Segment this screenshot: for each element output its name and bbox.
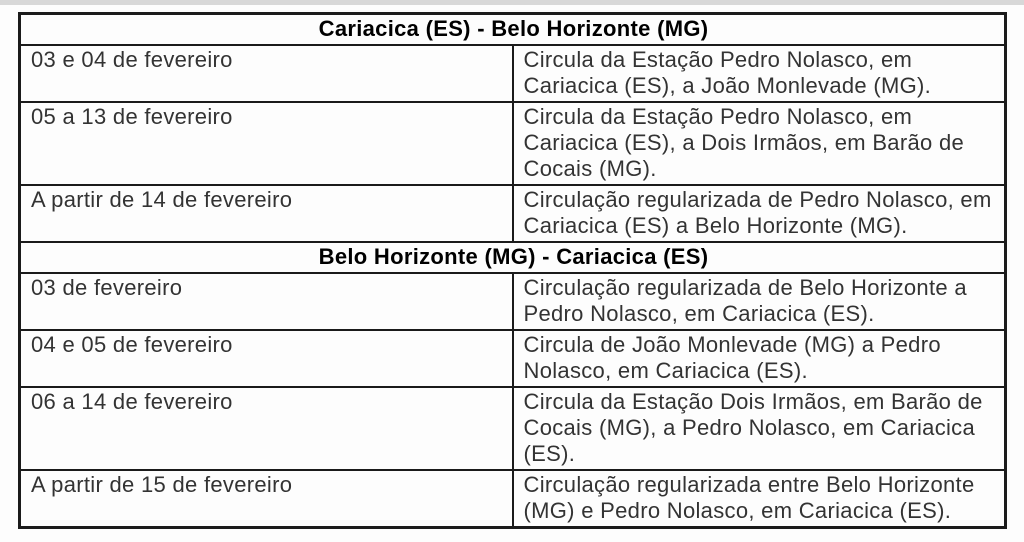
period-cell: 03 e 04 de fevereiro (20, 45, 513, 102)
period-cell: A partir de 15 de fevereiro (20, 470, 513, 528)
section-header: Cariacica (ES) - Belo Horizonte (MG) (20, 14, 1006, 46)
train-schedule-table (18, 12, 1007, 529)
description-cell: Circulação regularizada entre Belo Horizonte (MG) e Pedro Nolasco, em Cariacica (ES). (513, 470, 1006, 528)
description-cell: Circulação regularizada de Belo Horizonte a Pedro Nolasco, em Cariacica (ES). (513, 273, 1006, 330)
period-cell: 03 de fevereiro (20, 273, 513, 330)
table-row (20, 185, 1006, 242)
period-cell: A partir de 14 de fevereiro (20, 185, 513, 242)
top-edge-artifact (0, 0, 1024, 5)
table-row (20, 330, 1006, 387)
schedule-table-body (20, 14, 1006, 528)
section-header-row (20, 14, 1006, 46)
period-cell: 06 a 14 de fevereiro (20, 387, 513, 470)
description-cell: Circulação regularizada de Pedro Nolasco, em Cariacica (ES) a Belo Horizonte (MG). (513, 185, 1006, 242)
table-row (20, 387, 1006, 470)
section-header-row (20, 242, 1006, 273)
period-cell: 04 e 05 de fevereiro (20, 330, 513, 387)
table-row (20, 45, 1006, 102)
table-row (20, 470, 1006, 528)
section-header: Belo Horizonte (MG) - Cariacica (ES) (20, 242, 1006, 273)
table-row (20, 102, 1006, 185)
description-cell: Circula da Estação Dois Irmãos, em Barão de Cocais (MG), a Pedro Nolasco, em Cariacica (ES). (513, 387, 1006, 470)
description-cell: Circula da Estação Pedro Nolasco, em Cariacica (ES), a Dois Irmãos, em Barão de Cocais (MG). (513, 102, 1006, 185)
description-cell: Circula da Estação Pedro Nolasco, em Cariacica (ES), a João Monlevade (MG). (513, 45, 1006, 102)
description-cell: Circula de João Monlevade (MG) a Pedro Nolasco, em Cariacica (ES). (513, 330, 1006, 387)
table-row (20, 273, 1006, 330)
period-cell: 05 a 13 de fevereiro (20, 102, 513, 185)
